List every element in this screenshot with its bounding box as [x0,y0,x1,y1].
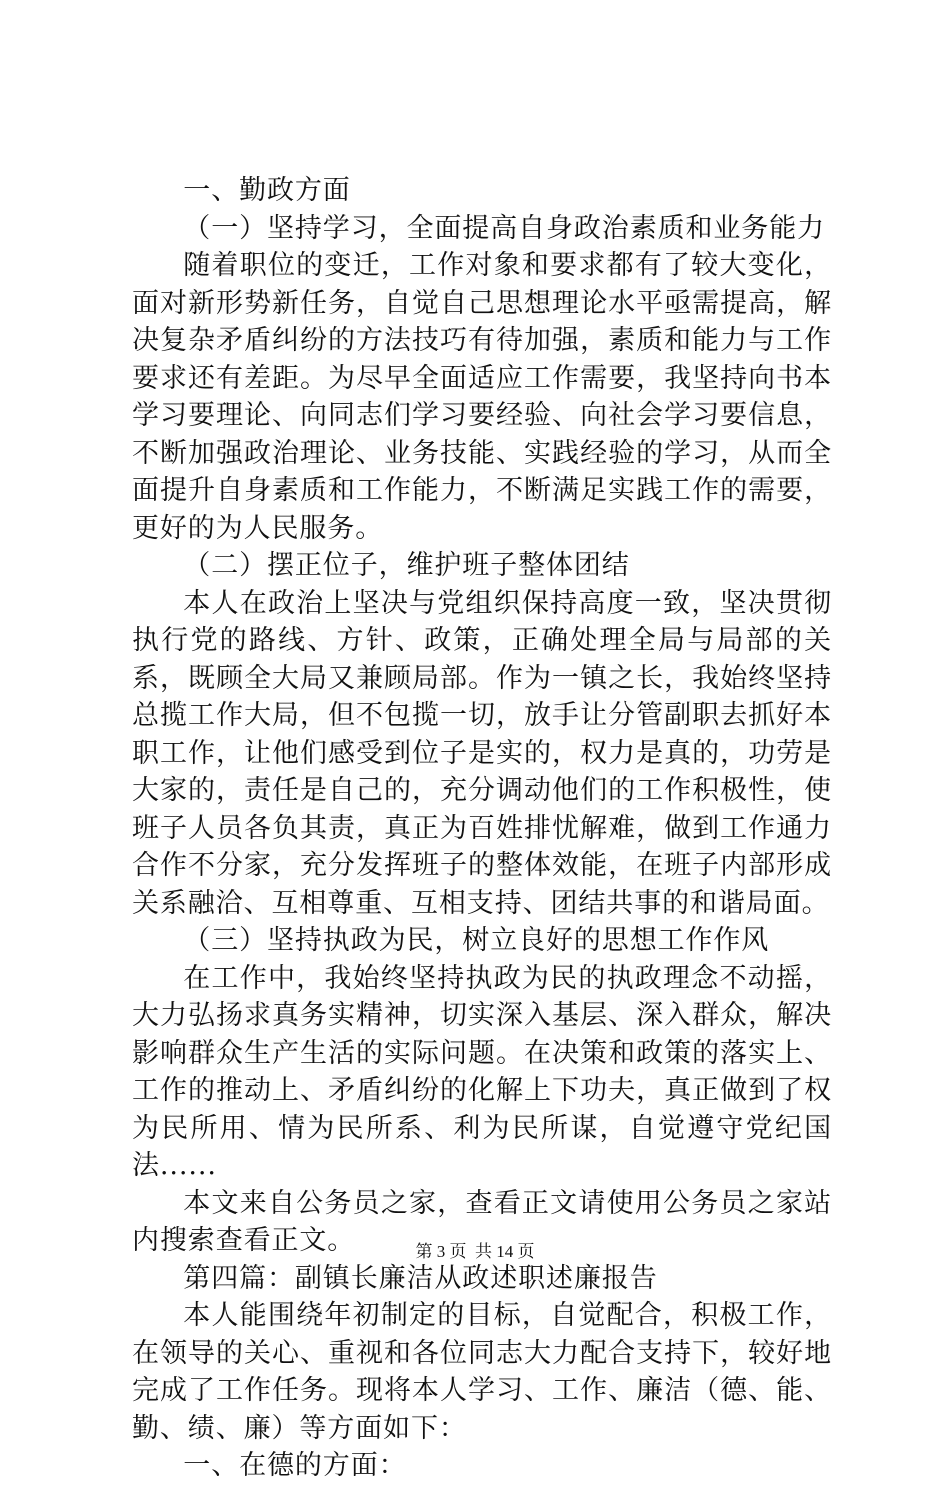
paragraph-source-note: 本文来自公务员之家，查看正文请使用公务员之家站内搜索查看正文。 [132,1187,832,1256]
page-footer [0,1241,950,1263]
section-heading-virtue: 一、在德的方面： [183,1450,407,1481]
paragraph-study: 随着职位的变迁，工作对象和要求都有了较大变化，面对新形势新任务，自觉自己思想理论水平亟需提高，解决复杂矛盾纠纷的方法技巧有待加强，素质和能力与工作要求还有差距。为尽早全面适应工作需要，我坚持向书本学习要理论、向同志们学习要经验、向社会学习要信息，不断加强政治理论、业务技能、实践经验的学习，从而全面提升自身素质和工作能力，不断满足实践工作的需要，更好的为人民服务。 [132,250,832,544]
paragraph-unity: 本人在政治上坚决与党组织保持高度一致，坚决贯彻执行党的路线、方针、政策，正确处理全局与局部的关系，既顾全大局又兼顾局部。作为一镇之长，我始终坚持总揽工作大局，但不包揽一切，放手让分管副职去抓好本职工作，让他们感受到位子是实的，权力是真的，功劳是大家的，责任是自己的，充分调动他们的工作积极性，使班子人员各负其责，真正为百姓排忧解难，做到工作通力合作不分家，充分发挥班子的整体效能，在班子内部形成关系融洽、互相尊重、互相支持、团结共事的和谐局面。 [132,587,832,919]
document-body [132,172,832,1485]
page-number: 第 3 页 共 14 页 [415,1242,535,1261]
article-title-part-four: 第四篇：副镇长廉洁从政述职述廉报告 [183,1262,658,1294]
subheading-study: （一）坚持学习，全面提高自身政治素质和业务能力 [183,212,825,244]
paragraph-governance: 在工作中，我始终坚持执政为民的执政理念不动摇，大力弘扬求真务实精神，切实深入基层、深入群众，解决影响群众生产生活的实际问题。在决策和政策的落实上、工作的推动上、矛盾纠纷的化解上下功夫，真正做到了权为民所用、情为民所系、利为民所谋，自觉遵守党纪国法...... [132,962,832,1181]
section-heading-diligence: 一、勤政方面 [183,175,351,206]
subheading-unity: （二）摆正位子，维护班子整体团结 [183,550,630,581]
paragraph-intro: 本人能围绕年初制定的目标，自觉配合，积极工作，在领导的关心、重视和各位同志大力配合支持下，较好地完成了工作任务。现将本人学习、工作、廉洁（德、能、勤、绩、廉）等方面如下： [132,1300,832,1444]
subheading-governance: （三）坚持执政为民，树立良好的思想工作作风 [183,925,770,956]
